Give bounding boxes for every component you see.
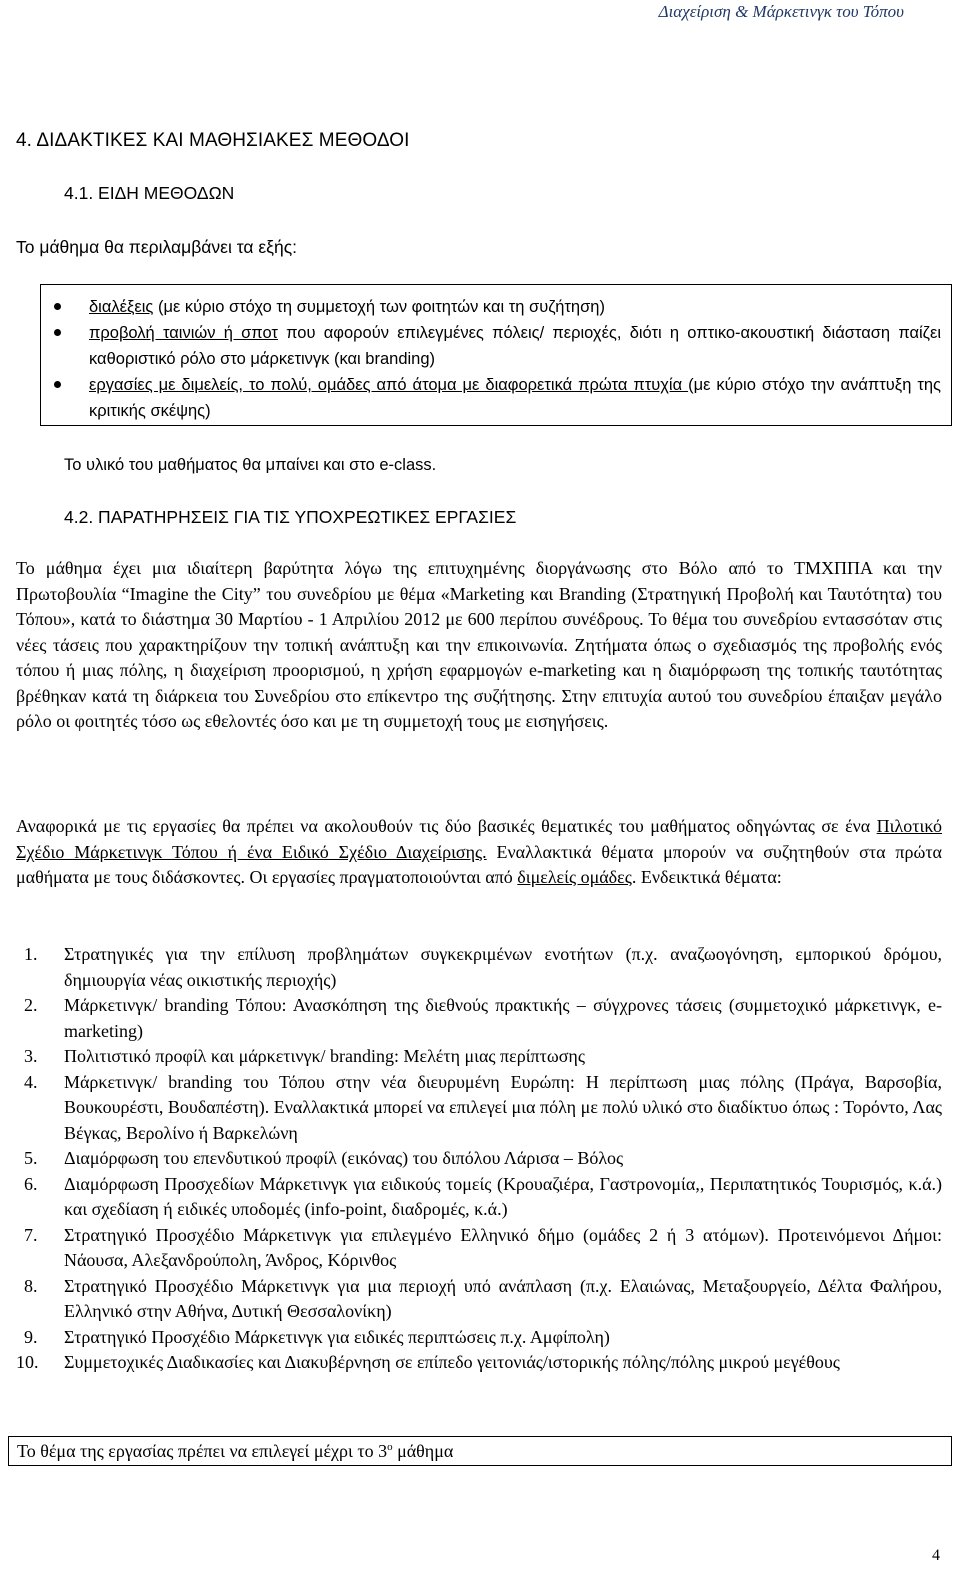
topic-number: 10. — [16, 1352, 39, 1372]
list-item — [16, 1223, 942, 1274]
paragraph-text: Εναλλακτικά θέματα μπορούν να συζητηθούν στα πρώτα μαθήματα με τους διδάσκοντες. Οι εργασίες πραγματοποιούνται από — [16, 841, 942, 887]
deadline-text: Το θέμα της εργασίας πρέπει να επιλεγεί μέχρι το 3 — [17, 1441, 388, 1461]
topic-text: Στρατηγικό Προσχέδιο Μάρκετινγκ για ειδικές περιπτώσεις π.χ. Αμφίπολη) — [64, 1326, 610, 1347]
topic-text: Διαμόρφωση του επενδυτικού προφίλ (εικόνας) του διπόλου Λάρισα – Βόλος — [64, 1148, 624, 1168]
section-4-1-intro: Το μάθημα θα περιλαμβάνει τα εξής: — [16, 237, 297, 257]
topic-text: Μάρκετινγκ/ branding του Τόπου στην νέα διευρυμένη Ευρώπη: Η περίπτωση μιας πόλης (Πράγα, Βαρσοβία, Βουκουρέστι, Βουδαπέστη). Εναλλακτικά μπορεί να επιλεγεί μια πόλη με πολύ υλικό στο διαδίκτυο όπως : Τορόντο, Λας Βέγκας, Βερολίνο ή Βαρκελώνη — [64, 1071, 942, 1143]
methods-bullet-box — [40, 284, 952, 426]
topic-number: 2. — [24, 995, 38, 1015]
bullet-underlined: εργασίες με διμελείς, το πολύ, ομάδες από άτομα με διαφορετικά πρώτα πτυχία — [89, 376, 689, 394]
paragraph-text: . Ενδεικτικά θέματα: — [631, 867, 782, 887]
deadline-superscript: ο — [387, 1441, 393, 1453]
section-4-2-heading: 4.2. ΠΑΡΑΤΗΡΗΣΕΙΣ ΓΙΑ ΤΙΣ ΥΠΟΧΡΕΩΤΙΚΕΣ ΕΡΓΑΣΙΕΣ — [64, 507, 517, 527]
bullet-text: (με κύριο στόχο την ανάπτυξη της κριτικής σκέψης) — [89, 376, 941, 420]
list-item — [41, 294, 951, 320]
list-item — [41, 372, 951, 424]
topic-number: 7. — [24, 1224, 38, 1245]
plan-link-text: Πιλοτικό Σχέδιο Μάρκετινγκ Τόπου ή ένα Ειδικό Σχέδιο Διαχείρισης. — [16, 816, 942, 862]
topic-text: Στρατηγικές για την επίλυση προβλημάτων συγκεκριμένων ενοτήτων (π.χ. αναζωογόνηση, εμπορικού δρόμου, δημιουργία νέας οικιστικής περιοχής) — [64, 944, 942, 990]
bullet-icon — [54, 303, 61, 310]
paragraph-assignments — [16, 814, 942, 891]
list-item — [41, 320, 951, 372]
topic-number: 8. — [24, 1275, 38, 1296]
running-header: Διαχείριση & Μάρκετινγκ του Τόπου — [658, 2, 904, 21]
deadline-text-end: μάθημα — [392, 1441, 454, 1461]
list-item — [16, 1350, 942, 1376]
topic-text: Πολιτιστικό προφίλ και μάρκετινγκ/ branding: Μελέτη μιας περίπτωσης — [64, 1046, 585, 1066]
list-item — [16, 1325, 942, 1351]
topic-number: 6. — [24, 1173, 38, 1194]
list-item — [16, 1274, 942, 1325]
list-item — [16, 1172, 942, 1223]
list-item — [16, 1044, 942, 1070]
bullet-underlined: διαλέξεις — [89, 298, 154, 316]
list-item — [16, 1146, 942, 1172]
section-4-heading: 4. ΔΙΔΑΚΤΙΚΕΣ ΚΑΙ ΜΑΘΗΣΙΑΚΕΣ ΜΕΘΟΔΟΙ — [16, 130, 410, 151]
bullet-text: που αφορούν επιλεγμένες πόλεις/ περιοχές, διότι η οπτικο-ακουστική διάσταση παίζει καθοριστικό ρόλο στο μάρκετινγκ (και branding) — [89, 324, 941, 368]
topic-text: Στρατηγικό Προσχέδιο Μάρκετινγκ για μια περιοχή υπό ανάπλαση (π.χ. Ελαιώνας, Μεταξουργείο, Δέλτα Φαλήρου, Ελληνικό στην Αθήνα, Δυτική Θεσσαλονίκη) — [64, 1275, 942, 1321]
page-number: 4 — [932, 1547, 940, 1564]
topic-number: 4. — [24, 1071, 38, 1092]
topic-number: 5. — [24, 1148, 38, 1168]
bullet-underlined: προβολή ταινιών ή σποτ — [89, 324, 278, 342]
list-item — [16, 942, 942, 993]
topics-list — [16, 942, 942, 1376]
topic-number: 1. — [24, 944, 38, 964]
list-item — [16, 993, 942, 1044]
eclass-note: Το υλικό του μαθήματος θα μπαίνει και στο e-class. — [64, 456, 437, 474]
bullet-icon — [54, 381, 61, 388]
section-4-1-heading: 4.1. ΕΙΔΗ ΜΕΘΟΔΩΝ — [64, 183, 235, 203]
paragraph-conference: Το μάθημα έχει μια ιδιαίτερη βαρύτητα λόγω της επιτυχημένης διοργάνωσης στο Βόλο από το ΤΜΧΠΠΑ και την Πρωτοβουλία “Imagine the City” του συνεδρίου με θέμα «Marketing και Branding (Στρατηγική Προβολή και Ταυτότητα) του Τόπου», κατά το διάστημα 30 Μαρτίου - 1 Απριλίου 2012 με 600 περίπου συνέδρους. Το θέμα του συνεδρίου εντασσόταν στις νέες τάσεις που χαρακτηρίζουν την τοπική ανάπτυξη και την επικοινωνία. Ζητήματα όπως ο σχεδιασμός της προβολής ενός τόπου ή μιας πόλης, η διαχείριση προορισμού, η χρήση εφαρμογών e-marketing και η διαμόρφωση της τοπικής ταυτότητας βρέθηκαν κατά τη διάρκεια του Συνεδρίου στο επίκεντρο της συζήτησης. Στην επιτυχία αυτού του συνεδρίου έπαιξαν μεγάλο ρόλο οι φοιτητές τόσο ως εθελοντές όσο και με τη συμμετοχή τους με εισηγήσεις. — [16, 558, 942, 731]
paragraph-text: Αναφορικά με τις εργασίες θα πρέπει να ακολουθούν τις δύο βασικές θεματικές του μαθήματος οδηγώντας σε ένα — [16, 816, 877, 836]
list-item — [16, 1070, 942, 1147]
topic-number: 3. — [24, 1046, 38, 1066]
topic-text: Συμμετοχικές Διαδικασίες και Διακυβέρνηση σε επίπεδο γειτονιάς/ιστορικής πόλης/πόλης μικρού μεγέθους — [64, 1352, 840, 1372]
teams-underlined-text: διμελείς ομάδες — [517, 867, 632, 887]
topic-text: Μάρκετινγκ/ branding Τόπου: Ανασκόπηση της διεθνούς πρακτικής – σύγχρονες τάσεις (συμμετοχικό μάρκετινγκ, e-marketing) — [64, 995, 942, 1041]
bullet-text: (με κύριο στόχο τη συμμετοχή των φοιτητών και τη συζήτηση) — [153, 298, 605, 316]
bullet-icon — [54, 329, 61, 336]
methods-list — [41, 294, 951, 424]
topic-text: Στρατηγικό Προσχέδιο Μάρκετινγκ για επιλεγμένο Ελληνικό δήμο (ομάδες 2 ή 3 ατόμων). Προτεινόμενοι Δήμοι: Νάουσα, Αλεξανδρούπολη, Άνδρος, Κόρινθος — [64, 1224, 942, 1270]
topic-number: 9. — [24, 1326, 38, 1347]
deadline-note-box — [8, 1436, 952, 1466]
topic-text: Διαμόρφωση Προσχεδίων Μάρκετινγκ για ειδικούς τομείς (Κρουαζιέρα, Γαστρονομία,, Περιπατητικός Τουρισμός, κ.ά.) και σχεδίαση ή ειδικές υποδομές (info-point, διαδρομές, κ.ά.) — [64, 1173, 942, 1219]
